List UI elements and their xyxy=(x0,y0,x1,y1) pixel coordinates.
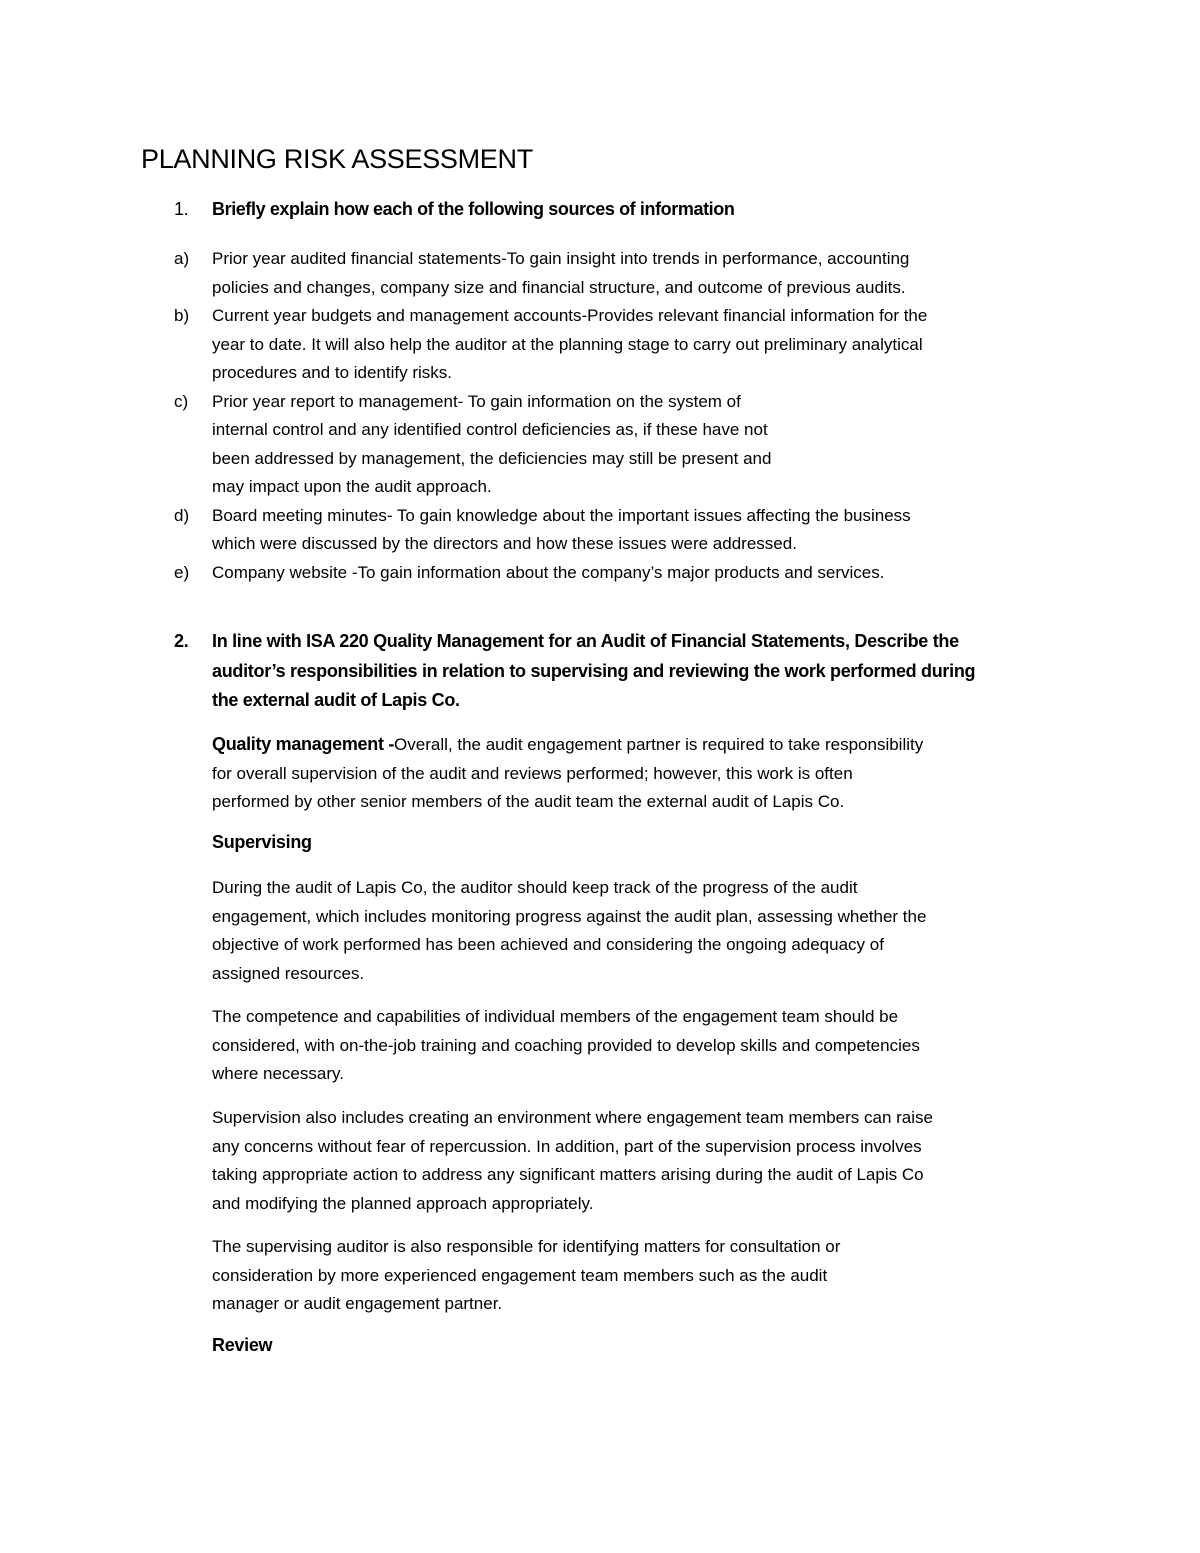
paragraph-line: assigned resources. xyxy=(212,963,365,983)
list-item xyxy=(174,559,1074,588)
list-item-line: internal control and any identified control deficiencies as, if these have not xyxy=(212,420,768,439)
quality-management-paragraph xyxy=(212,730,1072,817)
list-item-line: Board meeting minutes- To gain knowledge about the important issues affecting the business xyxy=(212,505,911,525)
paragraph-line: and modifying the planned approach appropriately. xyxy=(212,1193,594,1213)
question-1-text: Briefly explain how each of the following sources of information xyxy=(212,199,735,219)
list-item-line: been addressed by management, the deficiencies may still be present and xyxy=(212,448,772,468)
supervising-paragraph xyxy=(212,1104,1072,1218)
paragraph-line: Supervision also includes creating an environment where engagement team members can raise xyxy=(212,1108,933,1127)
paragraph-line: engagement, which includes monitoring progress against the audit plan, assessing whether the xyxy=(212,906,927,926)
paragraph-line: any concerns without fear of repercussion. In addition, part of the supervision process involves xyxy=(212,1136,922,1156)
list-item xyxy=(174,302,1074,388)
list-item xyxy=(174,502,1074,559)
list-item-line: year to date. It will also help the auditor at the planning stage to carry out preliminary analytical xyxy=(212,334,923,354)
paragraph-line: consideration by more experienced engagement team members such as the audit xyxy=(212,1265,828,1285)
supervising-paragraph xyxy=(212,1233,1072,1319)
paragraph-line: The supervising auditor is also responsible for identifying matters for consultation or xyxy=(212,1237,841,1256)
question-2-line: In line with ISA 220 Quality Management for an Audit of Financial Statements, Describe the xyxy=(212,631,959,651)
document-title: PLANNING RISK ASSESSMENT xyxy=(141,144,533,174)
list-item xyxy=(174,388,1074,502)
list-item-marker: e) xyxy=(174,562,190,582)
list-item-marker: c) xyxy=(174,391,189,411)
paragraph-line: considered, with on-the-job training and coaching provided to develop skills and competencies xyxy=(212,1035,920,1055)
paragraph-line: During the audit of Lapis Co, the auditor should keep track of the progress of the audit xyxy=(212,878,858,897)
list-item-line: Current year budgets and management accounts-Provides relevant financial information for the xyxy=(212,306,928,325)
list-item-marker: b) xyxy=(174,306,190,325)
list-item-line: which were discussed by the directors and how these issues were addressed. xyxy=(212,534,797,553)
supervising-paragraph xyxy=(212,1003,1072,1089)
supervising-paragraph xyxy=(212,874,1072,988)
paragraph-line: taking appropriate action to address any significant matters arising during the audit of Lapis Co xyxy=(212,1165,924,1184)
list-item-line: Company website -To gain information about the company’s major products and services. xyxy=(212,562,885,582)
review-heading: Review xyxy=(212,1335,273,1355)
supervising-heading: Supervising xyxy=(212,832,312,852)
question-2-line: auditor’s responsibilities in relation to supervising and reviewing the work performed during xyxy=(212,660,976,681)
paragraph-line xyxy=(212,730,1072,760)
list-item-marker: a) xyxy=(174,249,190,268)
list-item xyxy=(174,245,1074,302)
paragraph-line: manager or audit engagement partner. xyxy=(212,1294,503,1313)
sources-list xyxy=(174,245,1074,587)
question-2-text xyxy=(212,627,975,716)
paragraph-line: where necessary. xyxy=(212,1064,344,1083)
paragraph-line: performed by other senior members of the audit team the external audit of Lapis Co. xyxy=(212,792,845,811)
list-item-line: Prior year report to management- To gain information on the system of xyxy=(212,391,741,411)
paragraph-text: Overall, the audit engagement partner is required to take responsibility xyxy=(394,735,924,754)
list-item-line: policies and changes, company size and financial structure, and outcome of previous audits. xyxy=(212,277,906,297)
question-2-number: 2. xyxy=(174,631,189,651)
paragraph-line: for overall supervision of the audit and reviews performed; however, this work is often xyxy=(212,763,853,783)
list-item-line: may impact upon the audit approach. xyxy=(212,477,492,496)
list-item-line: procedures and to identify risks. xyxy=(212,363,453,382)
list-item-line: Prior year audited financial statements-To gain insight into trends in performance, accounting xyxy=(212,249,910,268)
question-1-number: 1. xyxy=(174,199,189,219)
list-item-marker: d) xyxy=(174,505,190,525)
quality-management-lead: Quality management - xyxy=(212,734,395,754)
question-2-line: the external audit of Lapis Co. xyxy=(212,690,460,710)
paragraph-line: objective of work performed has been achieved and considering the ongoing adequacy of xyxy=(212,935,884,954)
paragraph-line: The competence and capabilities of individual members of the engagement team should be xyxy=(212,1007,899,1026)
